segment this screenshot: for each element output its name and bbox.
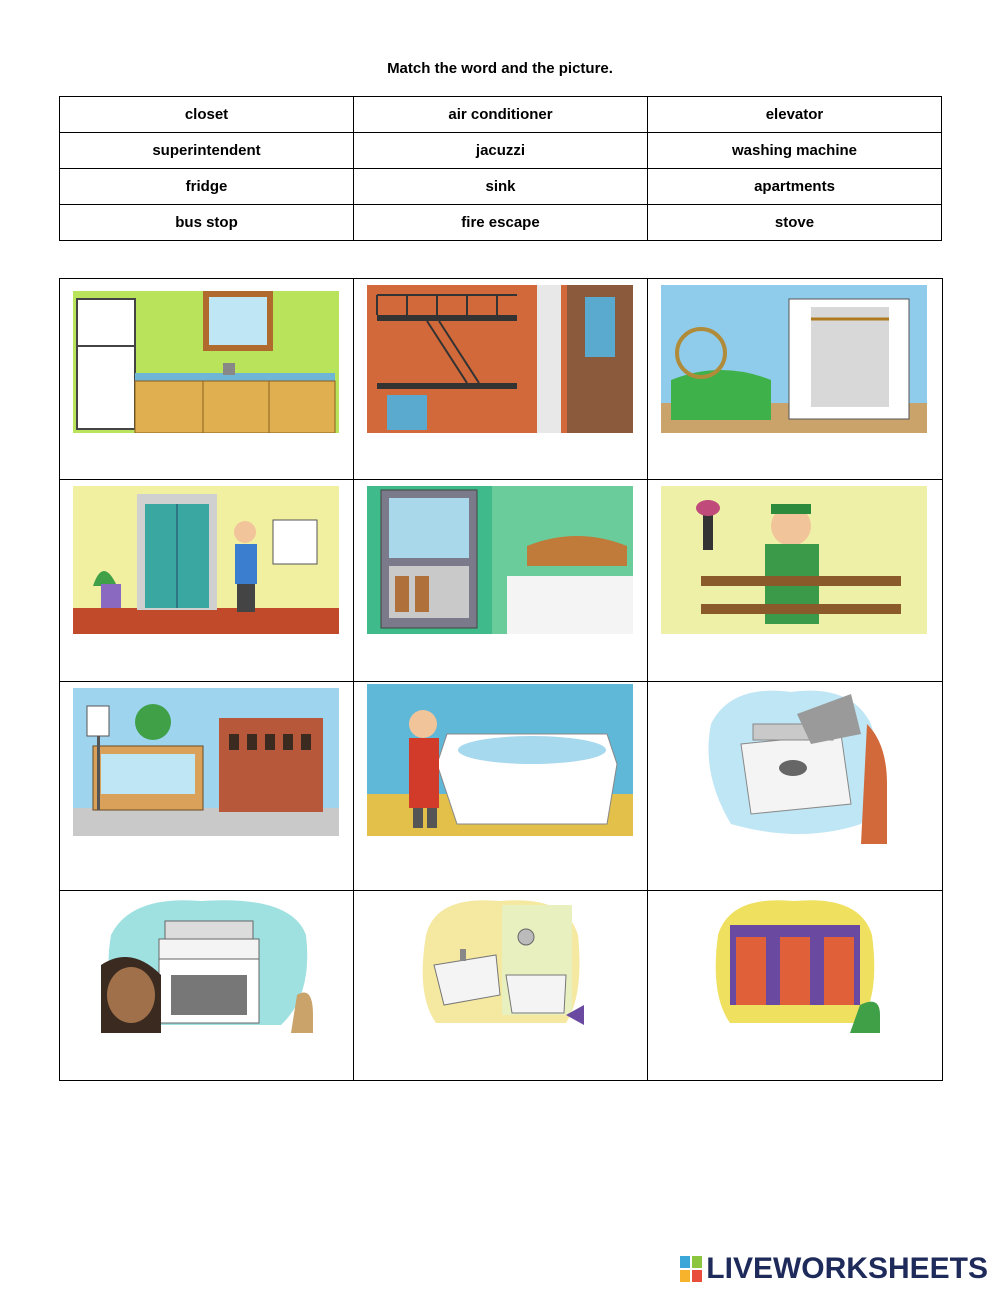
brand-name: LIVEWORKSHEETS [706,1252,988,1285]
liveworksheets-logo [680,1252,988,1286]
word-cell: closet [60,97,354,133]
picture-cell[interactable] [354,682,648,891]
picture-cell[interactable] [354,891,648,1081]
word-cell: air conditioner [354,97,648,133]
word-cell: sink [354,169,648,205]
table-row [60,169,942,205]
table-row [60,205,942,241]
jacuzzi-icon [367,684,633,836]
picture-cell[interactable] [648,279,943,480]
picture-cell[interactable] [60,279,354,480]
apartments-icon [710,895,880,1033]
word-cell: fire escape [354,205,648,241]
closet-icon [661,285,927,433]
picture-cell[interactable] [354,480,648,682]
liveworksheets-mark-icon [680,1256,702,1282]
superintendent-icon [661,486,927,634]
picture-cell[interactable] [354,279,648,480]
word-cell: fridge [60,169,354,205]
air-conditioner-icon [367,486,633,634]
picture-cell[interactable] [648,682,943,891]
word-cell: bus stop [60,205,354,241]
word-cell: superintendent [60,133,354,169]
bus-stop-icon [73,688,339,836]
table-row [60,891,943,1081]
worksheet-title: Match the word and the picture. [387,60,613,77]
word-cell: elevator [648,97,942,133]
table-row [60,97,942,133]
picture-cell[interactable] [648,480,943,682]
word-bank-table [59,96,942,241]
fire-escape-icon [367,285,633,433]
picture-cell[interactable] [648,891,943,1081]
picture-cell[interactable] [60,480,354,682]
elevator-icon [73,486,339,634]
picture-cell[interactable] [60,682,354,891]
word-cell: stove [648,205,942,241]
table-row [60,279,943,480]
table-row [60,133,942,169]
word-cell: washing machine [648,133,942,169]
stove-icon [101,895,313,1033]
word-cell: jacuzzi [354,133,648,169]
sink-icon [416,895,584,1033]
picture-cell[interactable] [60,891,354,1081]
word-cell: apartments [648,169,942,205]
washing-machine-icon [701,684,887,844]
kitchen-icon [73,291,339,433]
table-row [60,682,943,891]
picture-grid [59,278,943,1081]
table-row [60,480,943,682]
